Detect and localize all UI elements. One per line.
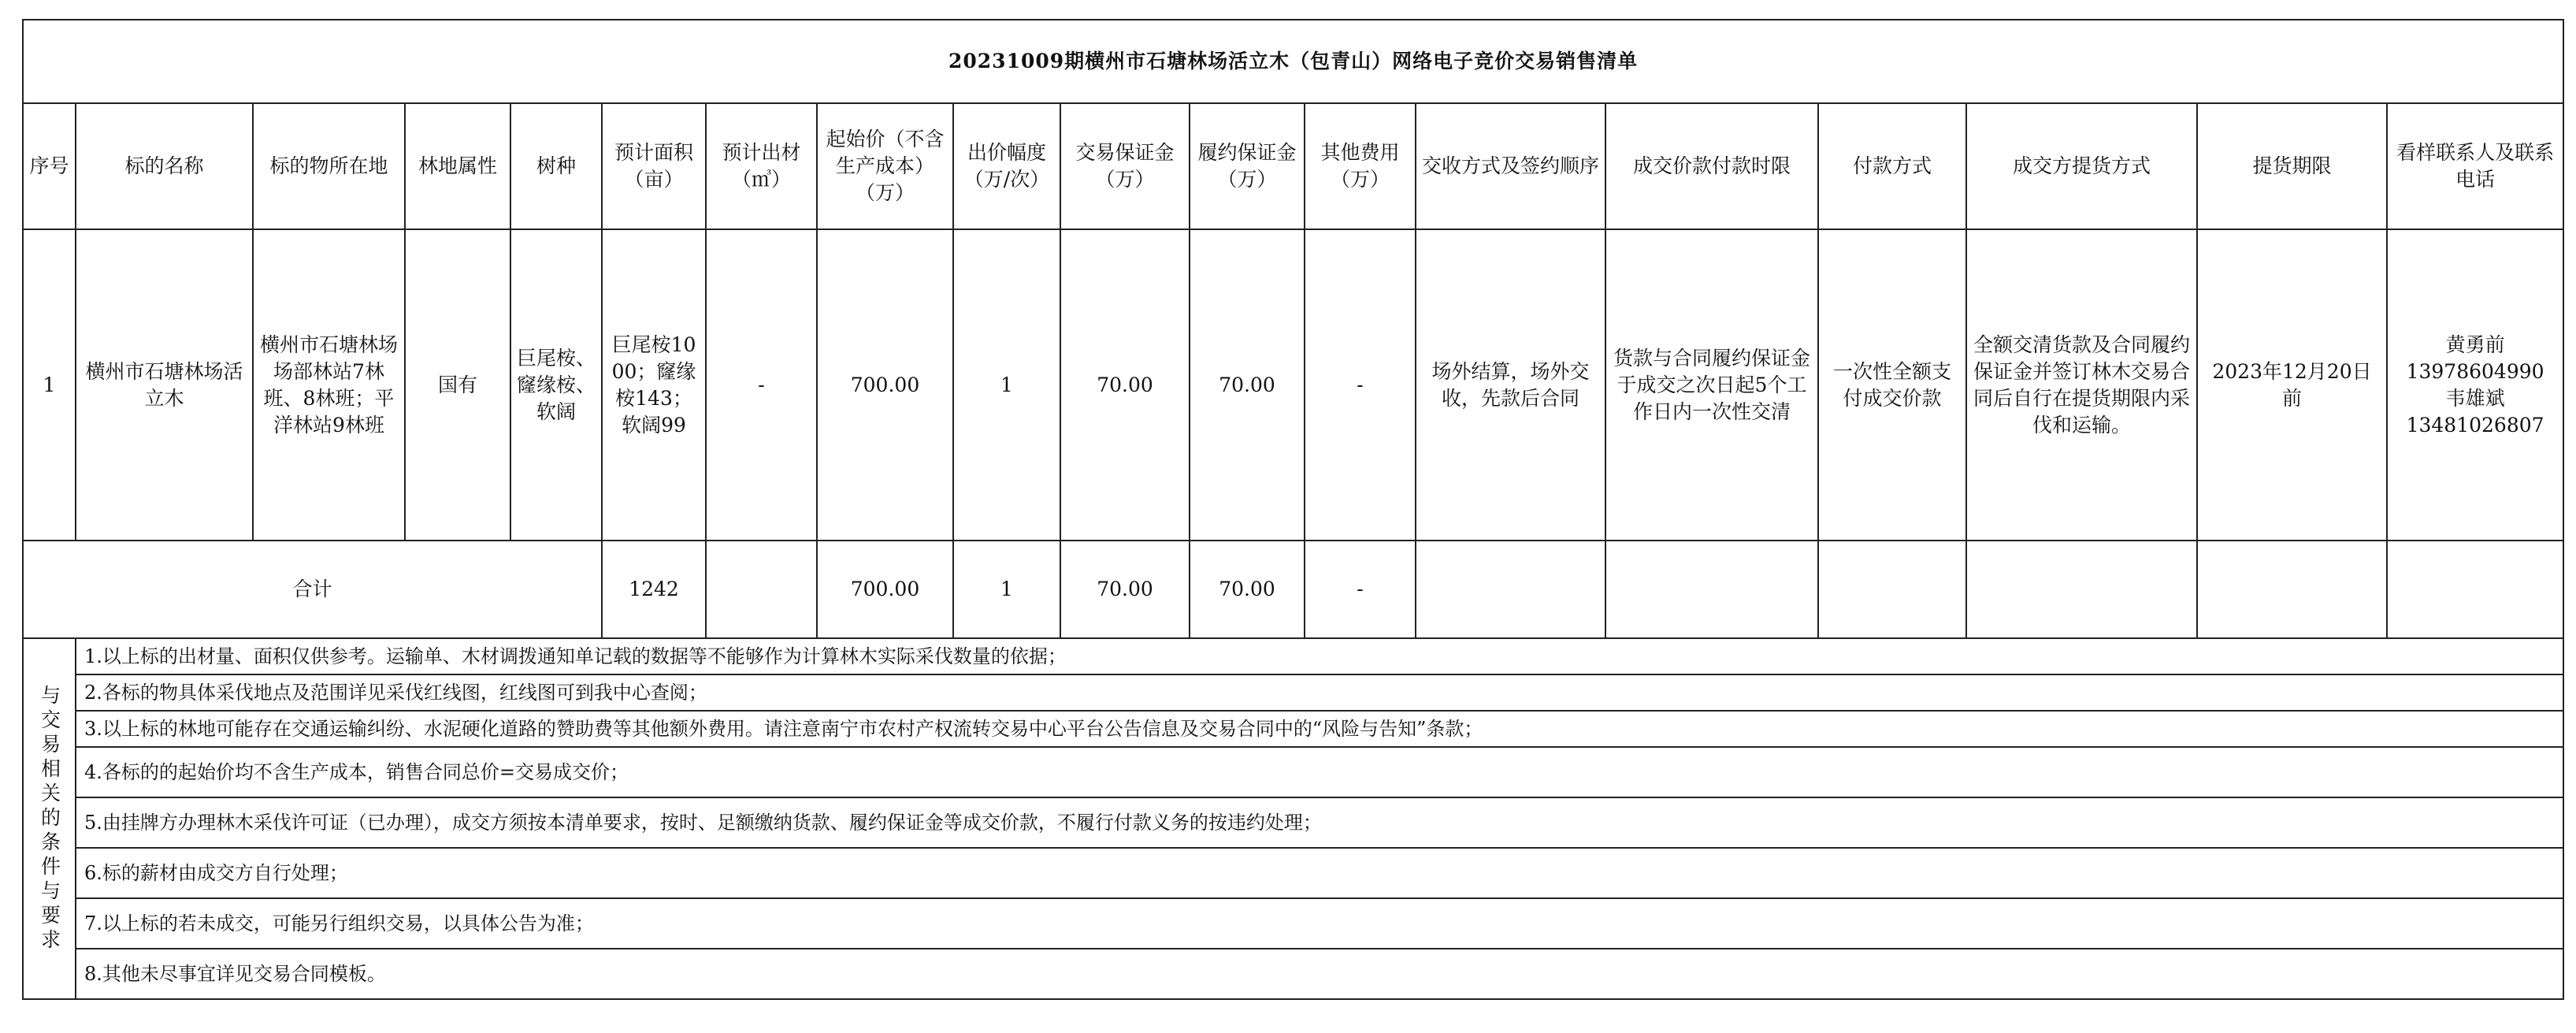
contact-2-name: 韦雄斌	[2445, 386, 2505, 410]
total-payment-method	[1818, 541, 1966, 638]
header-area: 预计面积（亩）	[602, 103, 706, 229]
note-item: 5.由挂牌方办理林木采伐许可证（已办理），成交方须按本清单要求，按时、足额缴纳货款、履约保证金等成交价款，不履行付款义务的按违约处理；	[76, 797, 2563, 848]
note-row	[23, 949, 2563, 999]
header-pickup-deadline: 提货期限	[2197, 103, 2387, 229]
header-increment: 出价幅度（万/次）	[953, 103, 1060, 229]
total-area: 1242	[602, 541, 706, 638]
note-row	[23, 797, 2563, 848]
header-volume: 预计出材（㎥）	[706, 103, 817, 229]
total-increment: 1	[953, 541, 1060, 638]
cell-location: 横州市石塘林场场部林站7林班、8林班；平洋林站9林班	[253, 229, 405, 541]
note-row	[23, 848, 2563, 898]
total-pickup-deadline	[2197, 541, 2387, 638]
cell-land-type: 国有	[405, 229, 510, 541]
note-row	[23, 711, 2563, 747]
header-pickup-method: 成交方提货方式	[1966, 103, 2197, 229]
cell-increment: 1	[953, 229, 1060, 541]
total-other-fees: -	[1305, 541, 1416, 638]
cell-performance-deposit: 70.00	[1190, 229, 1305, 541]
cell-delivery-order: 场外结算，场外交收，先款后合同	[1416, 229, 1605, 541]
note-row	[23, 638, 2563, 674]
header-payment-deadline: 成交价款付款时限	[1605, 103, 1818, 229]
total-row	[23, 541, 2563, 638]
note-row	[23, 898, 2563, 949]
header-performance-deposit: 履约保证金（万）	[1190, 103, 1305, 229]
note-item: 4.各标的的起始价均不含生产成本，销售合同总价=交易成交价；	[76, 747, 2563, 797]
contact-2-phone: 13481026807	[2406, 413, 2544, 437]
note-item: 6.标的薪材由成交方自行处理；	[76, 848, 2563, 898]
header-contact: 看样联系人及联系电话	[2387, 103, 2563, 229]
header-name: 标的名称	[76, 103, 253, 229]
cell-start-price: 700.00	[817, 229, 953, 541]
cell-payment-method: 一次性全额支付成交价款	[1818, 229, 1966, 541]
header-delivery-order: 交收方式及签约顺序	[1416, 103, 1605, 229]
total-volume	[706, 541, 817, 638]
cell-name: 横州市石塘林场活立木	[76, 229, 253, 541]
sales-list-table	[22, 19, 2564, 1000]
note-item: 1.以上标的出材量、面积仅供参考。运输单、木材调拨通知单记载的数据等不能够作为计算林木实际采伐数量的依据；	[76, 638, 2563, 674]
header-location: 标的物所在地	[253, 103, 405, 229]
total-delivery-order	[1416, 541, 1605, 638]
total-pickup-method	[1966, 541, 2197, 638]
total-performance-deposit: 70.00	[1190, 541, 1305, 638]
cell-pickup-deadline: 2023年12月20日前	[2197, 229, 2387, 541]
note-item: 3.以上标的林地可能存在交通运输纠纷、水泥硬化道路的赞助费等其他额外费用。请注意南宁市农村产权流转交易中心平台公告信息及交易合同中的“风险与告知”条款；	[76, 711, 2563, 747]
cell-volume: -	[706, 229, 817, 541]
contact-1-phone: 13978604990	[2406, 359, 2544, 383]
table-row	[23, 229, 2563, 541]
cell-payment-deadline: 货款与合同履约保证金于成交之次日起5个工作日内一次性交清	[1605, 229, 1818, 541]
page-title: 20231009期横州市石塘林场活立木（包青山）网络电子竞价交易销售清单	[23, 20, 2563, 103]
header-payment-method: 付款方式	[1818, 103, 1966, 229]
header-deposit: 交易保证金（万）	[1060, 103, 1190, 229]
contact-1-name: 黄勇前	[2445, 333, 2505, 356]
header-other-fees: 其他费用（万）	[1305, 103, 1416, 229]
header-seq: 序号	[23, 103, 76, 229]
total-contact	[2387, 541, 2563, 638]
total-deposit: 70.00	[1060, 541, 1190, 638]
cell-seq: 1	[23, 229, 76, 541]
header-row	[23, 103, 2563, 229]
cell-other-fees: -	[1305, 229, 1416, 541]
note-item: 2.各标的物具体采伐地点及范围详见采伐红线图，红线图可到我中心查阅；	[76, 674, 2563, 711]
total-payment-deadline	[1605, 541, 1818, 638]
note-row	[23, 747, 2563, 797]
header-start-price: 起始价（不含生产成本）（万）	[817, 103, 953, 229]
note-item: 7.以上标的若未成交，可能另行组织交易，以具体公告为准；	[76, 898, 2563, 949]
cell-area: 巨尾桉1000；窿缘桉143；软阔99	[602, 229, 706, 541]
total-label: 合计	[23, 541, 602, 638]
total-start-price: 700.00	[817, 541, 953, 638]
cell-deposit: 70.00	[1060, 229, 1190, 541]
cell-contact	[2387, 229, 2563, 541]
note-row	[23, 674, 2563, 711]
note-item: 8.其他未尽事宜详见交易合同模板。	[76, 949, 2563, 999]
cell-species: 巨尾桉、窿缘桉、软阔	[510, 229, 602, 541]
sales-list-sheet	[22, 19, 2563, 1020]
cell-pickup-method: 全额交清货款及合同履约保证金并签订林木交易合同后自行在提货期限内采伐和运输。	[1966, 229, 2197, 541]
notes-label: 与交易相关的条件与要求	[23, 638, 76, 999]
header-species: 树种	[510, 103, 602, 229]
header-land-type: 林地属性	[405, 103, 510, 229]
